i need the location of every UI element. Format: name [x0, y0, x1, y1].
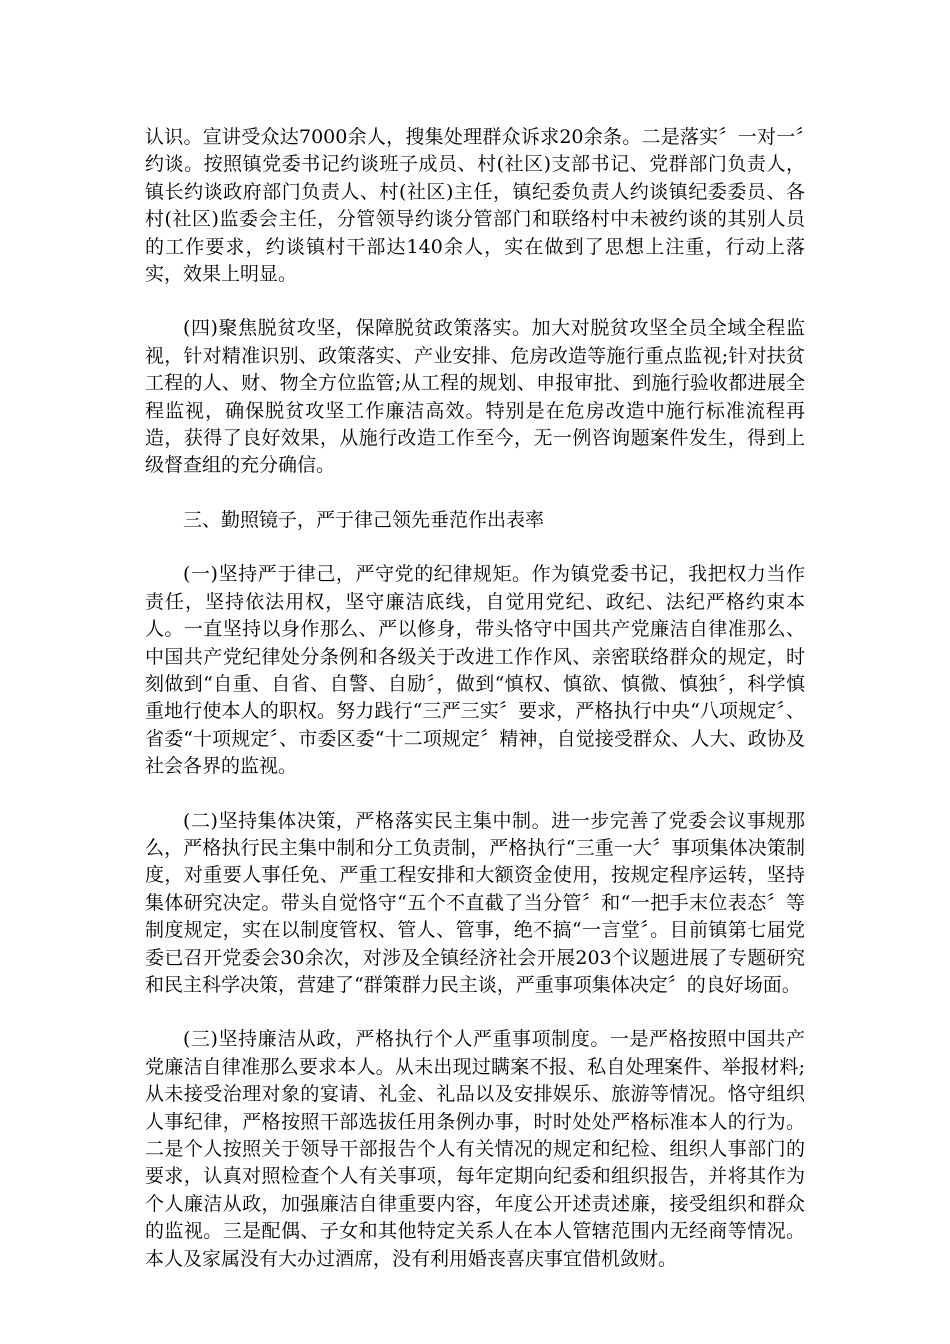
paragraph-continuation: 认识。宣讲受众达7000余人，搜集处理群众诉求20余条。二是落实〞一对一〞约谈。按照镇党委书记约谈班子成员、村(社区)支部书记、党群部门负责人，镇长约谈政府部门负责人、村(社区)主任，镇纪委负责人约谈镇纪委委员、各村(社区)监委会主任，分管领导约谈分管部门和联络村中未被约谈的其别人员的工作要求，约谈镇村干部达140余人，实在做到了思想上注重，行动上落实，效果上明显。	[145, 126, 805, 286]
paragraph-item-one: (一)坚持严于律己，严守党的纪律规矩。作为镇党委书记，我把权力当作责任，坚持依法用权，坚守廉洁底线，自觉用党纪、政纪、法纪严格约束本人。一直坚持以身作那么、严以修身，带头恪守中国共产党廉洁自律准那么、中国共产党纪律处分条例和各级关于改进工作作风、亲密联络群众的规定，时刻做到“自重、自省、自警、自励〞，做到“慎权、慎欲、慎微、慎独〞，科学慎重地行使本人的职权。努力践行“三严三实〞要求，严格执行中央“八项规定〞、省委“十项规定〞、市委区委“十二项规定〞精神，自觉接受群众、人大、政协及社会各界的监视。	[145, 563, 805, 778]
paragraph-section-four: (四)聚焦脱贫攻坚，保障脱贫政策落实。加大对脱贫攻坚全员全域全程监视，针对精准识别、政策落实、产业安排、危房改造等施行重点监视;针对扶贫工程的人、财、物全方位监管;从工程的规划、申报审批、到施行验收都进展全程监视，确保脱贫攻坚工作廉洁高效。特别是在危房改造中施行标准流程再造，获得了良好效果，从施行改造工作至今，无一例咨询题案件发生，得到上级督查组的充分确信。	[145, 317, 805, 477]
section-heading-three: 三、勤照镜子，严于律己领先垂范作出表率	[183, 508, 545, 531]
paragraph-item-three: (三)坚持廉洁从政，严格执行个人严重事项制度。一是严格按照中国共产党廉洁自律准那么要求本人。从未出现过瞒案不报、私自处理案件、举报材料;从未接受治理对象的宴请、礼金、礼品以及安排娱乐、旅游等情况。恪守组织人事纪律，严格按照干部选拔任用条例办事，时时处处严格标准本人的行为。二是个人按照关于领导干部报告个人有关情况的规定和纪检、组织人事部门的要求，认真对照检查个人有关事项，每年定期向纪委和组织报告，并将其作为个人廉洁从政，加强廉洁自律重要内容，年度公开述责述廉，接受组织和群众的监视。三是配偶、子女和其他特定关系人在本人管辖范围内无经商等情况。本人及家属没有大办过酒席，没有利用婚丧喜庆事宜借机敛财。	[145, 1028, 805, 1270]
paragraph-item-two: (二)坚持集体决策，严格落实民主集中制。进一步完善了党委会议事规那么，严格执行民主集中制和分工负责制，严格执行“三重一大〞事项集体决策制度，对重要人事任免、严重工程安排和大额资金使用，按规定程序运转，坚持集体研究决定。带头自觉恪守“五个不直截了当分管〞和“一把手末位表态〞等制度规定，实在以制度管权、管人、管事，绝不搞“一言堂〞。目前镇第七届党委已召开党委会30余次，对涉及全镇经济社会开展203个议题进展了专题研究和民主科学决策，营建了“群策群力民主谈，严重事项集体决定〞的良好场面。	[145, 809, 805, 996]
document-page	[145, 124, 805, 1273]
